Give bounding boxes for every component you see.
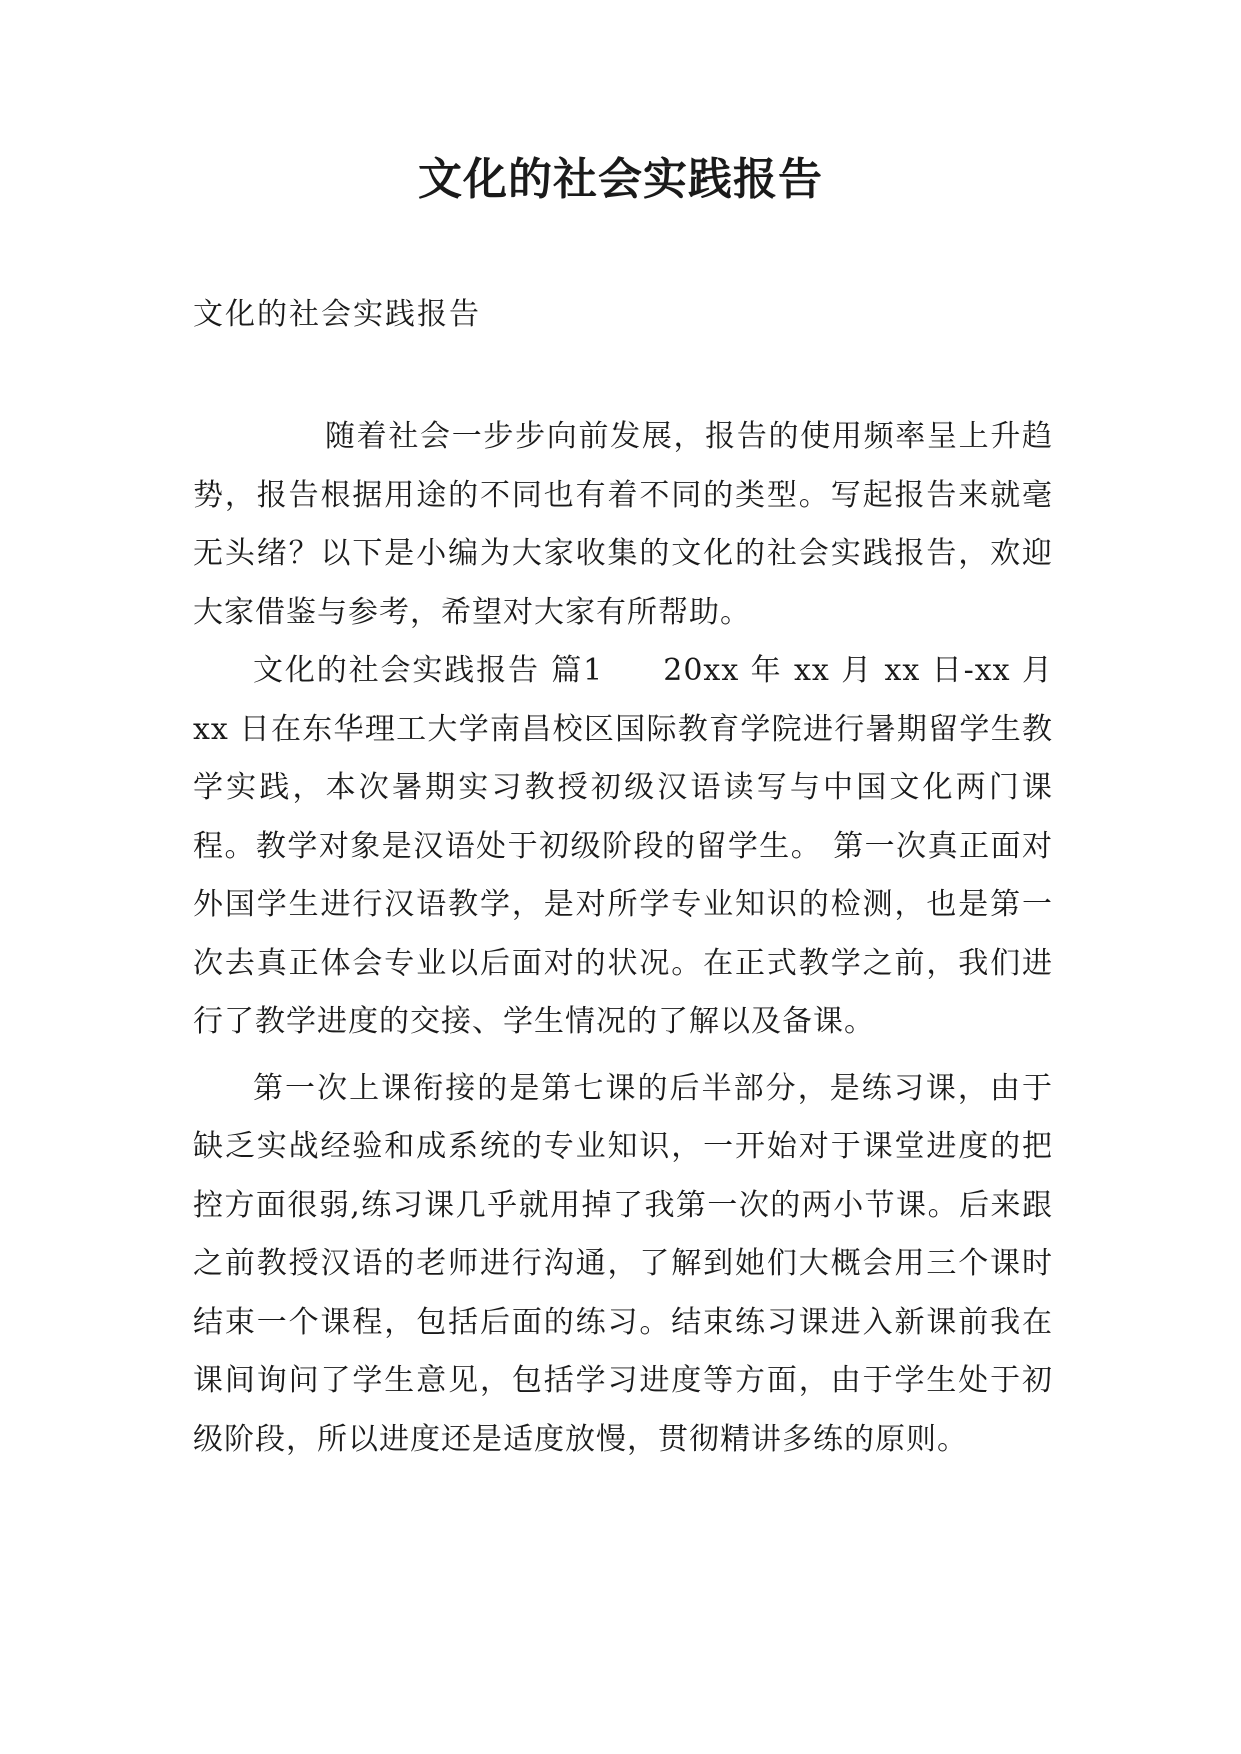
document-subtitle: 文化的社会实践报告	[193, 297, 481, 332]
intro-paragraph: 随着社会一步步向前发展，报告的使用频率呈上升趋势，报告根据用途的不同也有着不同的类型。写起报告来就毫无头绪？以下是小编为大家收集的文化的社会实践报告，欢迎大家借鉴与参考，希望对大家有所帮助。	[193, 419, 1053, 630]
third-paragraph: 第一次上课衔接的是第七课的后半部分，是练习课，由于缺乏实战经验和成系统的专业知识，一开始对于课堂进度的把控方面很弱,练习课几乎就用掉了我第一次的两小节课。后来跟之前教授汉语的老师进行沟通，了解到她们大概会用三个课时结束一个课程，包括后面的练习。结束练习课进入新课前我在课间询问了学生意见，包括学习进度等方面，由于学生处于初级阶段，所以进度还是适度放慢，贯彻精讲多练的原则。	[193, 1070, 1053, 1457]
section-label: 文化的社会实践报告 篇1	[253, 653, 604, 688]
document-body	[193, 408, 1053, 1469]
section-body: 20xx 年 xx 月 xx 日-xx 月 xx 日在东华理工大学南昌校区国际教育学院进行暑期留学生教学实践，本次暑期实习教授初级汉语读写与中国文化两门课程。教学对象是汉语处于初级阶段的留学生。 第一次真正面对外国学生进行汉语教学，是对所学专业知识的检测，也是第一次去真正体会专业以后面对的状况。在正式教学之前，我们进行了教学进度的交接、学生情况的了解以及备课。	[193, 653, 1053, 1039]
section-paragraph	[193, 642, 1053, 1052]
document-title: 文化的社会实践报告	[418, 154, 823, 205]
